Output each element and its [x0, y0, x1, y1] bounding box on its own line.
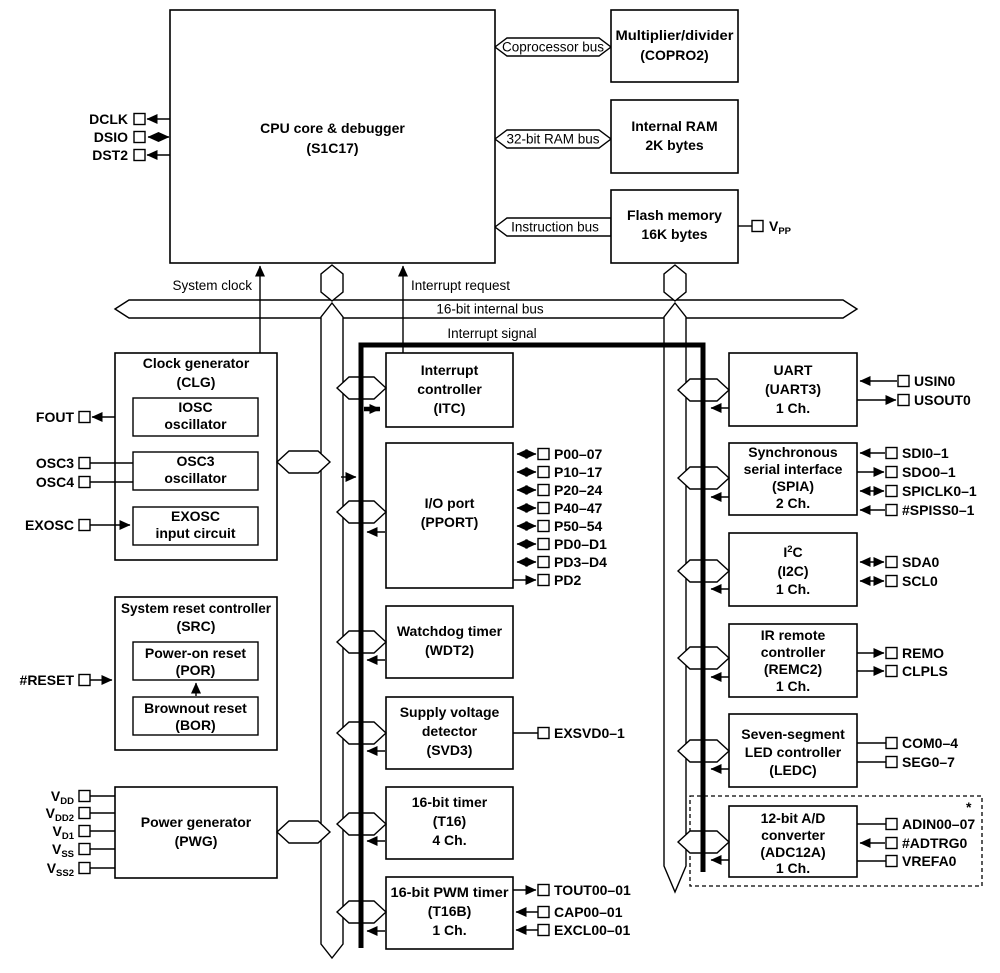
pin-row-adin [857, 816, 975, 832]
itc-line1: Interrupt [420, 362, 479, 378]
pin-row-dclk [89, 111, 170, 127]
flash-title: Flash memory [627, 207, 722, 223]
src-title: System reset controller [121, 600, 272, 616]
exsvd-pad [538, 728, 549, 739]
pin-row-tout [513, 882, 631, 898]
fout-pad [79, 412, 90, 423]
vss-sub: SS [61, 849, 74, 860]
pin-row-usout0 [857, 392, 971, 408]
vrefa-label: VREFA0 [902, 853, 957, 869]
vpp-base: V [769, 218, 779, 234]
osc4-pad [79, 477, 90, 488]
por-line1: Power-on reset [144, 645, 247, 661]
usout0-label: USOUT0 [914, 392, 971, 408]
vrefa-pad [886, 856, 897, 867]
remc-line2: controller [760, 644, 826, 660]
remo-pad [886, 648, 897, 659]
copro-title: Multiplier/divider [615, 27, 735, 43]
adin-label: ADIN00–07 [902, 816, 976, 832]
sdo-label: SDO0–1 [902, 464, 956, 480]
pd2-pad [538, 575, 549, 586]
vdd2-pad [79, 808, 90, 819]
itc-line3: (ITC) [433, 400, 466, 416]
pin-row-vd1 [53, 823, 116, 842]
i2c-line1 [783, 544, 802, 560]
vss-label [52, 841, 74, 860]
cpu-bus-connector [321, 265, 343, 301]
fout-label: FOUT [35, 409, 74, 425]
remc-line3: (REMC2) [763, 661, 823, 677]
pin-row-p40 [517, 500, 602, 516]
vdd-sub: DD [60, 796, 74, 807]
internal-bus-label: 16-bit internal bus [436, 301, 544, 317]
cpu-block [170, 10, 495, 263]
t16b-line2: (T16B) [427, 903, 472, 919]
p40-label: P40–47 [554, 500, 603, 516]
adtrg-pad [886, 838, 897, 849]
p40-pad [538, 503, 549, 514]
spiss-label: #SPISS0–1 [902, 502, 975, 518]
interrupt-signal-label: Interrupt signal [447, 326, 537, 341]
pin-row-dsio [94, 129, 169, 145]
vss2-base: V [46, 860, 57, 876]
tout-pad [538, 885, 549, 896]
t16-line1: 16-bit timer [411, 794, 488, 810]
spia-line4: 2 Ch. [775, 495, 811, 511]
vss-pad [79, 844, 90, 855]
dclk-pad [134, 114, 145, 125]
multiplier-divider-block [611, 10, 738, 82]
scl0-label: SCL0 [902, 573, 938, 589]
dst2-pad [134, 150, 145, 161]
pin-row-vdd [51, 788, 115, 807]
remc-line1: IR remote [760, 627, 826, 643]
svd-line2: detector [421, 723, 478, 739]
clg-bus-tap [277, 451, 330, 473]
spia-line3: (SPIA) [772, 478, 814, 494]
coprocessor-bus-label: Coprocessor bus [501, 39, 605, 55]
t16-line2: (T16) [432, 813, 467, 829]
i2c-title-base: I [783, 544, 788, 560]
exosc-label: EXOSC [24, 517, 74, 533]
com-pad [886, 738, 897, 749]
pin-row-p10 [517, 464, 602, 480]
vss-base: V [51, 841, 62, 857]
pin-row-vss2 [47, 860, 115, 879]
pin-row-sdi [860, 445, 949, 461]
bor-line1: Brownout reset [144, 700, 247, 716]
vpp-sub: PP [778, 226, 792, 237]
adin-pad [886, 819, 897, 830]
pd3-label: PD3–D4 [554, 554, 607, 570]
sda0-pad [886, 557, 897, 568]
clpls-label: CLPLS [902, 663, 948, 679]
instruction-bus-label: Instruction bus [511, 219, 599, 235]
vd1-pad [79, 826, 90, 837]
p50-pad [538, 521, 549, 532]
sdi-label: SDI0–1 [902, 445, 949, 461]
cap-pad [538, 907, 549, 918]
uart-line1: UART [773, 362, 813, 378]
osc3-label: OSC3 [35, 455, 74, 471]
pin-row-sda0 [860, 554, 940, 570]
pin-row-dst2 [92, 147, 170, 163]
pin-row-reset [20, 672, 112, 688]
pin-row-vpp [738, 218, 792, 237]
svd-line3: (SVD3) [426, 742, 473, 758]
reset-pad [79, 675, 90, 686]
usin0-pad [898, 376, 909, 387]
usin0-label: USIN0 [914, 373, 956, 389]
exsvd-label: EXSVD0–1 [554, 725, 625, 741]
spia-line1: Synchronous [748, 444, 838, 460]
vd1-sub: D1 [61, 831, 74, 842]
ledc-line3: (LEDC) [769, 762, 817, 778]
pin-row-p20 [517, 482, 602, 498]
vdd2-base: V [45, 805, 55, 821]
sdo-pad [886, 467, 897, 478]
p20-pad [538, 485, 549, 496]
pin-row-usin0 [860, 373, 955, 389]
pin-row-adtrg [860, 835, 968, 851]
pd0-pad [538, 539, 549, 550]
pin-row-exsvd [513, 725, 625, 741]
cpu-subtitle: (S1C17) [306, 140, 359, 156]
pin-row-spiclk [860, 483, 977, 499]
adc-line2: converter [761, 827, 825, 843]
pd3-pad [538, 557, 549, 568]
p00-label: P00–07 [554, 446, 603, 462]
pin-row-vrefa [857, 853, 957, 869]
adc-option-asterisk: * [966, 799, 972, 815]
excl-pad [538, 925, 549, 936]
sdi-pad [886, 448, 897, 459]
ram-subtitle: 2K bytes [645, 137, 704, 153]
i2c-title-sup: 2 [787, 544, 793, 555]
i2c-line2: (I2C) [777, 563, 809, 579]
vss2-sub: SS2 [56, 868, 74, 879]
pin-row-seg [857, 754, 955, 770]
iosc-line1: IOSC [178, 399, 213, 415]
bor-line2: (BOR) [175, 717, 216, 733]
exosc-pad [79, 520, 90, 531]
vss2-label [47, 860, 74, 879]
clg-subtitle: (CLG) [176, 374, 216, 390]
svd-line1: Supply voltage [399, 704, 500, 720]
flash-bus-connector [664, 265, 686, 301]
spia-line2: serial interface [743, 461, 843, 477]
vdd-base: V [50, 788, 61, 804]
p50-label: P50–54 [554, 518, 603, 534]
osc4-label: OSC4 [35, 474, 74, 490]
pin-row-spiss [860, 502, 975, 518]
osc3-line2: oscillator [164, 470, 227, 486]
wdt-line2: (WDT2) [425, 642, 474, 658]
vdd2-label [46, 805, 74, 824]
spiclk-label: SPICLK0–1 [902, 483, 977, 499]
usout0-pad [898, 395, 909, 406]
dsio-pad [134, 132, 145, 143]
vdd-pad [79, 791, 90, 802]
itc-line2: controller [417, 381, 482, 397]
pwg-title: Power generator [140, 814, 252, 830]
spiclk-pad [886, 486, 897, 497]
dclk-label: DCLK [89, 111, 128, 127]
pport-line2: (PPORT) [420, 514, 479, 530]
pin-row-vdd2 [46, 805, 115, 824]
system-clock-label: System clock [172, 278, 252, 293]
scl0-pad [886, 576, 897, 587]
pin-row-vss [52, 841, 115, 860]
pin-row-fout [36, 409, 115, 425]
excl-label: EXCL00–01 [554, 922, 631, 938]
osc3-pad [79, 458, 90, 469]
dsio-label: DSIO [93, 129, 128, 145]
seg-pad [886, 757, 897, 768]
vd1-label [53, 823, 75, 842]
flash-subtitle: 16K bytes [641, 226, 708, 242]
i2c-line3: 1 Ch. [775, 581, 811, 597]
t16b-line3: 1 Ch. [432, 922, 467, 938]
exosc-line2: input circuit [155, 525, 236, 541]
t16-line3: 4 Ch. [432, 832, 467, 848]
p20-label: P20–24 [554, 482, 603, 498]
vpp-label [769, 218, 792, 237]
adtrg-label: #ADTRG0 [902, 835, 968, 851]
ledc-line2: LED controller [744, 744, 842, 760]
pin-row-pd2 [513, 572, 581, 588]
remc-line4: 1 Ch. [775, 678, 811, 694]
adc-line3: (ADC12A) [760, 844, 826, 860]
iosc-line2: oscillator [164, 416, 227, 432]
pin-row-clpls [857, 663, 948, 679]
ledc-line1: Seven-segment [741, 726, 845, 742]
wdt-line1: Watchdog timer [396, 623, 503, 639]
pin-row-excl [516, 922, 630, 938]
tout-label: TOUT00–01 [554, 882, 631, 898]
src-subtitle: (SRC) [176, 618, 216, 634]
p10-label: P10–17 [554, 464, 603, 480]
clg-title: Clock generator [142, 355, 250, 371]
pd0-label: PD0–D1 [554, 536, 607, 552]
pin-row-pd3 [517, 554, 607, 570]
adc-line1: 12-bit A/D [760, 810, 826, 826]
vdd2-sub: DD2 [54, 813, 74, 824]
spiss-pad [886, 505, 897, 516]
vd1-base: V [52, 823, 62, 839]
ram-bus-label: 32-bit RAM bus [506, 131, 600, 147]
seg-label: SEG0–7 [902, 754, 955, 770]
remo-label: REMO [902, 645, 944, 661]
pin-row-cap [516, 904, 623, 920]
por-line2: (POR) [175, 662, 216, 678]
osc3-line1: OSC3 [176, 453, 215, 469]
pd2-label: PD2 [554, 572, 582, 588]
ram-title: Internal RAM [631, 118, 718, 134]
pwg-subtitle: (PWG) [174, 833, 218, 849]
exosc-line1: EXOSC [170, 508, 221, 524]
adc-line4: 1 Ch. [775, 860, 811, 876]
p00-pad [538, 449, 549, 460]
reset-label: #RESET [19, 672, 74, 688]
pin-row-remo [857, 645, 944, 661]
copro-subtitle: (COPRO2) [640, 47, 709, 63]
uart-line3: 1 Ch. [775, 400, 811, 416]
dst2-label: DST2 [92, 147, 128, 163]
blocks [115, 10, 982, 949]
vss2-pad [79, 863, 90, 874]
pport-line1: I/O port [424, 495, 475, 511]
left-vertical-bus-band [321, 303, 343, 958]
pin-row-com [857, 735, 958, 751]
pin-row-pd0 [517, 536, 607, 552]
clpls-pad [886, 666, 897, 677]
uart-line2: (UART3) [765, 381, 821, 397]
pin-row-p00 [517, 446, 602, 462]
interrupt-request-label: Interrupt request [411, 278, 511, 293]
t16b-line1: 16-bit PWM timer [390, 884, 510, 900]
i2c-title-end: C [792, 544, 803, 560]
sda0-label: SDA0 [902, 554, 940, 570]
pin-row-p50 [517, 518, 602, 534]
pin-row-sdo [857, 464, 956, 480]
p10-pad [538, 467, 549, 478]
vpp-pad [752, 221, 763, 232]
pwg-bus-tap [277, 821, 330, 843]
com-label: COM0–4 [902, 735, 959, 751]
cap-label: CAP00–01 [554, 904, 623, 920]
pin-row-scl0 [860, 573, 938, 589]
cpu-title: CPU core & debugger [260, 120, 405, 136]
